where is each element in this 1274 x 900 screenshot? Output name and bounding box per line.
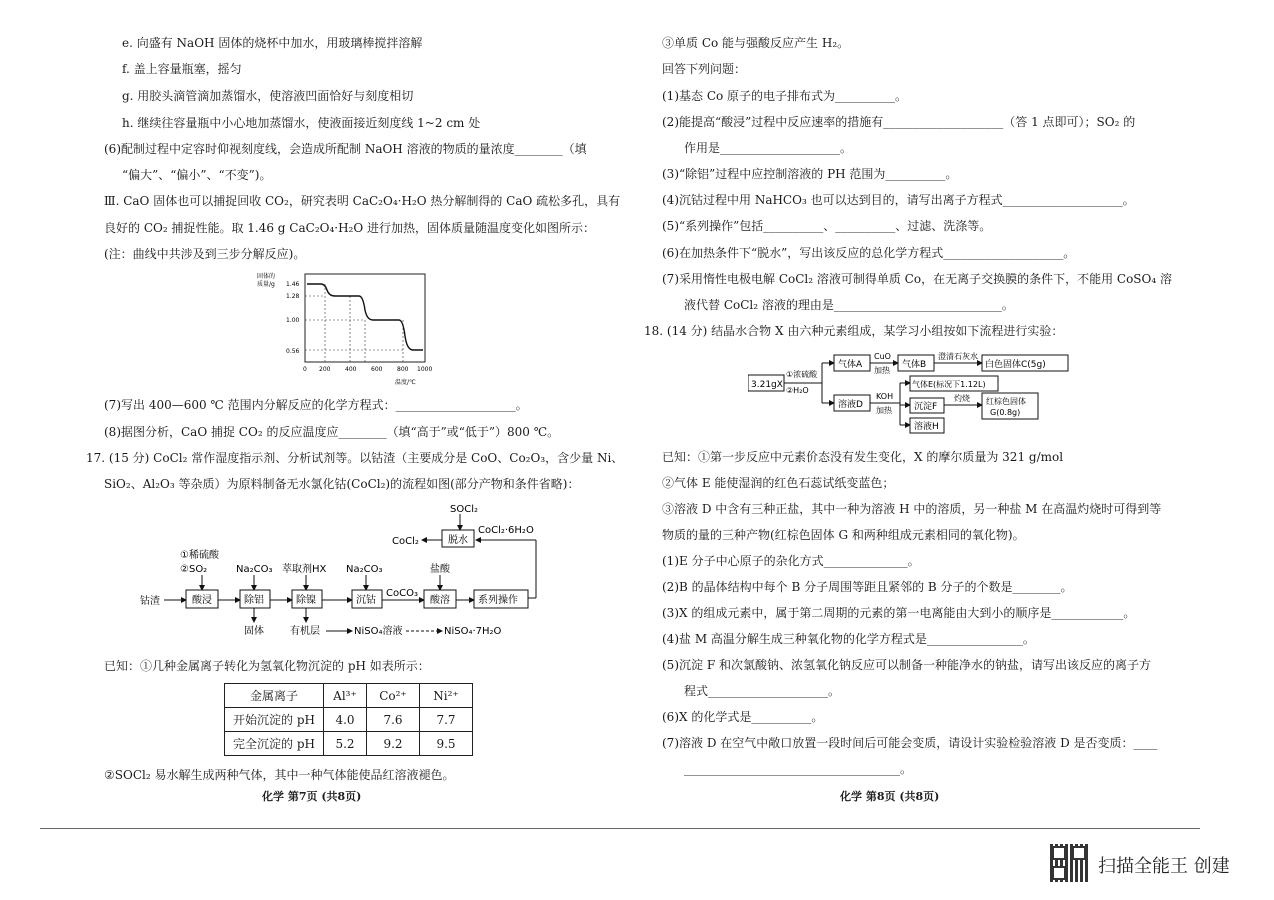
label-na2co3: Na₂CO₃ [346, 564, 383, 575]
label-hcl: 盐酸 [430, 564, 450, 575]
text-line: (7)溶液 D 在空气中敞口放置一段时间后可能会变质，请设计实验检验溶液 D 是否变质：____ [662, 736, 1158, 750]
text-line: (1)E 分子中心原子的杂化方式______________。 [662, 554, 920, 568]
x-tick-label: 0 [303, 366, 307, 373]
label-reagent2: ②SO₂ [180, 564, 208, 575]
table-cell: 7.7 [420, 708, 473, 732]
page-footer: 化学 第7页 (共8页) [262, 790, 362, 803]
label-cocl2-hydrate: CoCl₂·6H₂O [478, 525, 534, 536]
text-line: 作用是____________________。 [684, 141, 853, 155]
scan-edge-divider [40, 828, 1200, 829]
box-label: 气体B [902, 360, 927, 370]
text-line: 程式____________________。 [684, 684, 841, 698]
text-line: 物质的量的三种产物(红棕色固体 G 和两种组成元素相同的氧化物)。 [662, 528, 1025, 542]
text-line: ③单质 Co 能与强酸反应产生 H₂。 [662, 36, 850, 50]
y-tick-label: 0.56 [286, 348, 300, 355]
text-line: e. 向盛有 NaOH 固体的烧杯中加水，用玻璃棒搅拌溶解 [122, 36, 423, 50]
text-line: (5)“系列操作”包括__________、__________、过滤、洗涤等。 [662, 219, 992, 233]
label-reagent: ②H₂O [786, 386, 809, 395]
table-header: Ni²⁺ [420, 684, 473, 708]
x-tick-label: 800 [397, 366, 409, 373]
qr-code-icon [1050, 844, 1088, 882]
table-cell: 4.0 [324, 708, 367, 732]
box-dehydrate-label: 脱水 [448, 535, 468, 546]
x-tick-label: 400 [345, 366, 357, 373]
label-heat: 加热 [874, 366, 890, 375]
box-label: G(0.8g) [990, 408, 1021, 417]
text-line: 回答下列问题： [662, 62, 747, 76]
text-line: (5)沉淀 F 和次氯酸钠、浓氢氧化钠反应可以制备一种能净水的钠盐，请写出该反应的离子方 [662, 658, 1151, 672]
text-line: g. 用胶头滴管滴加蒸馏水，使溶液凹面恰好与刻度相切 [122, 89, 414, 103]
box-label: 酸浸 [192, 595, 212, 606]
right-page [640, 0, 1274, 900]
label-cocl2: CoCl₂ [392, 536, 419, 547]
text-line: Ⅲ. CaO 固体也可以捕捉回收 CO₂，研究表明 CaC₂O₄·H₂O 热分解制得的 CaO 疏松多孔，具有 [104, 194, 621, 208]
text-line: (7)采用惰性电极电解 CoCl₂ 溶液可制得单质 Co，在无离子交换膜的条件下，不能用 CoSO₄ 溶 [662, 272, 1172, 286]
label-coco3: CoCO₃ [386, 588, 418, 599]
text-line: (3)“除铝”过程中应控制溶液的 PH 范围为__________。 [662, 167, 958, 181]
text-line: 已知：①第一步反应中元素价态没有发生变化，X 的摩尔质量为 321 g/mol [662, 450, 1064, 464]
text-line: (注：曲线中共涉及到三步分解反应)。 [104, 247, 306, 261]
box-label: 沉淀F [914, 402, 938, 412]
text-line: (1)基态 Co 原子的电子排布式为__________。 [662, 89, 908, 103]
label-heat: 加热 [876, 406, 892, 415]
label-extractant: 萃取剂HX [282, 564, 327, 575]
label-koh: KOH [876, 392, 894, 401]
graph-ylabel: 质量/g [257, 281, 275, 288]
text-line: “偏大”、“偏小”、“不变”)。 [122, 168, 272, 182]
table-cell: 9.5 [420, 732, 473, 756]
label-reagent: ①浓硫酸 [786, 370, 818, 379]
table-cell: 开始沉淀的 pH [225, 708, 324, 732]
box-label: 除镍 [296, 595, 316, 606]
text-line: 已知：①几种金属离子转化为氢氧化物沉淀的 pH 如表所示： [104, 659, 430, 673]
text-line: 良好的 CO₂ 捕捉性能。取 1.46 g CaC₂O₄·H₂O 进行加热，固体质量随温度变化如图所示： [104, 221, 596, 235]
text-line: (6)X 的化学式是__________。 [662, 710, 824, 724]
text-line: (4)沉钴过程中用 NaHCO₃ 也可以达到目的，请写出离子方程式____________________。 [662, 193, 1135, 207]
label-niso4: NiSO₄溶液 [354, 626, 403, 637]
box-label: 酸溶 [430, 595, 450, 606]
text-line: (2)能提高“酸浸”过程中反应速率的措施有____________________（答 1 点即可）；SO₂ 的 [662, 115, 1136, 129]
table-header: 金属离子 [225, 684, 324, 708]
table-cell: 5.2 [324, 732, 367, 756]
graph-xlabel: 温度/℃ [395, 379, 416, 386]
box-label: 沉钴 [356, 595, 376, 606]
table-cell: 9.2 [367, 732, 420, 756]
label-socl2: SOCl₂ [450, 504, 478, 515]
graph-ylabel: 固体的 [257, 273, 276, 280]
label-solid: 固体 [244, 626, 264, 637]
text-line: 17. (15 分) CoCl₂ 常作湿度指示剂、分析试剂等。以钴渣（主要成分是 CoO、Co₂O₃，含少量 Ni、 [86, 451, 624, 465]
table-header: Co²⁺ [367, 684, 420, 708]
x-tick-label: 600 [371, 366, 383, 373]
text-line: (7)写出 400—600 ℃ 范围内分解反应的化学方程式：____________________。 [104, 398, 528, 412]
text-line: 液代替 CoCl₂ 溶液的理由是____________________________。 [684, 298, 1014, 312]
table-cell: 完全沉淀的 pH [225, 732, 324, 756]
table-header-row [225, 684, 473, 708]
box-label: 气体E(标况下1.12L) [912, 380, 986, 389]
text-line: (6)在加热条件下“脱水”，写出该反应的总化学方程式____________________。 [662, 246, 1076, 260]
text-line: f. 盖上容量瓶塞，摇匀 [122, 62, 242, 76]
x-analysis-flow [748, 345, 1088, 435]
label-limewater: 澄清石灰水 [938, 352, 978, 361]
x-tick-label: 1000 [417, 366, 433, 373]
table-row [225, 732, 473, 756]
text-line: (4)盐 M 高温分解生成三种氧化物的化学方程式是________________。 [662, 632, 1035, 646]
scanner-watermark: 扫描全能王 创建 [1098, 856, 1230, 877]
table-cell: 7.6 [367, 708, 420, 732]
text-line: ②SOCl₂ 易水解生成两种气体，其中一种气体能使品红溶液褪色。 [104, 768, 455, 782]
text-line: (6)配制过程中定容时仰视刻度线，会造成所配制 NaOH 溶液的物质的量浓度________（填 [104, 142, 587, 156]
text-line: (2)B 的晶体结构中每个 B 分子周围等距且紧邻的 B 分子的个数是________。 [662, 580, 1073, 594]
page-footer: 化学 第8页 (共8页) [840, 790, 940, 803]
box-label: 溶液D [838, 400, 863, 410]
box-label: 系列操作 [478, 595, 518, 606]
box-label: 溶液H [914, 422, 939, 432]
y-tick-label: 1.28 [286, 293, 300, 300]
table-row [225, 708, 473, 732]
table-header: Al³⁺ [324, 684, 367, 708]
text-line: (3)X 的组成元素中，属于第二周期的元素的第一电离能由大到小的顺序是____________。 [662, 606, 1136, 620]
x-tick-label: 200 [319, 366, 331, 373]
label-na2co3: Na₂CO₃ [236, 564, 273, 575]
label-burn: 灼烧 [954, 394, 970, 403]
label-organic: 有机层 [290, 626, 320, 637]
y-tick-label: 1.46 [286, 281, 300, 288]
y-tick-label: 1.00 [286, 317, 300, 324]
cocl2-process-flow [140, 500, 550, 645]
label-cuo: CuO [874, 352, 891, 361]
box-label: 红棕色固体 [986, 397, 1026, 406]
text-line: h. 继续往容量瓶中小心地加蒸馏水，使液面接近刻度线 1~2 cm 处 [122, 116, 481, 130]
box-label: 除铝 [244, 595, 264, 606]
label-start: 钴渣 [140, 596, 160, 607]
box-label: 气体A [838, 360, 863, 370]
label-sample: 3.21gX [751, 380, 783, 390]
text-line: ____________________________________。 [684, 762, 913, 776]
box-label: 白色固体C(5g) [985, 360, 1046, 370]
mass-temperature-graph [255, 270, 465, 388]
text-line: (8)据图分析，CaO 捕捉 CO₂ 的反应温度应________（填“高于”或“低于”）800 ℃。 [104, 425, 560, 439]
text-line: ③溶液 D 中含有三种正盐，其中一种为溶液 H 中的溶质，另一种盐 M 在高温灼烧时可得到等 [662, 502, 1162, 516]
text-line: SiO₂、Al₂O₃ 等杂质）为原料制备无水氯化钴(CoCl₂)的流程如图(部分产物和条件省略)： [104, 477, 580, 491]
label-reagent1: ①稀硫酸 [180, 550, 219, 561]
label-niso4-hydrate: NiSO₄·7H₂O [444, 626, 502, 637]
text-line: ②气体 E 能使湿润的红色石蕊试纸变蓝色； [662, 476, 895, 490]
ph-table [224, 683, 473, 756]
text-line: 18. (14 分) 结晶水合物 X 由六种元素组成，某学习小组按如下流程进行实验： [644, 324, 1064, 338]
